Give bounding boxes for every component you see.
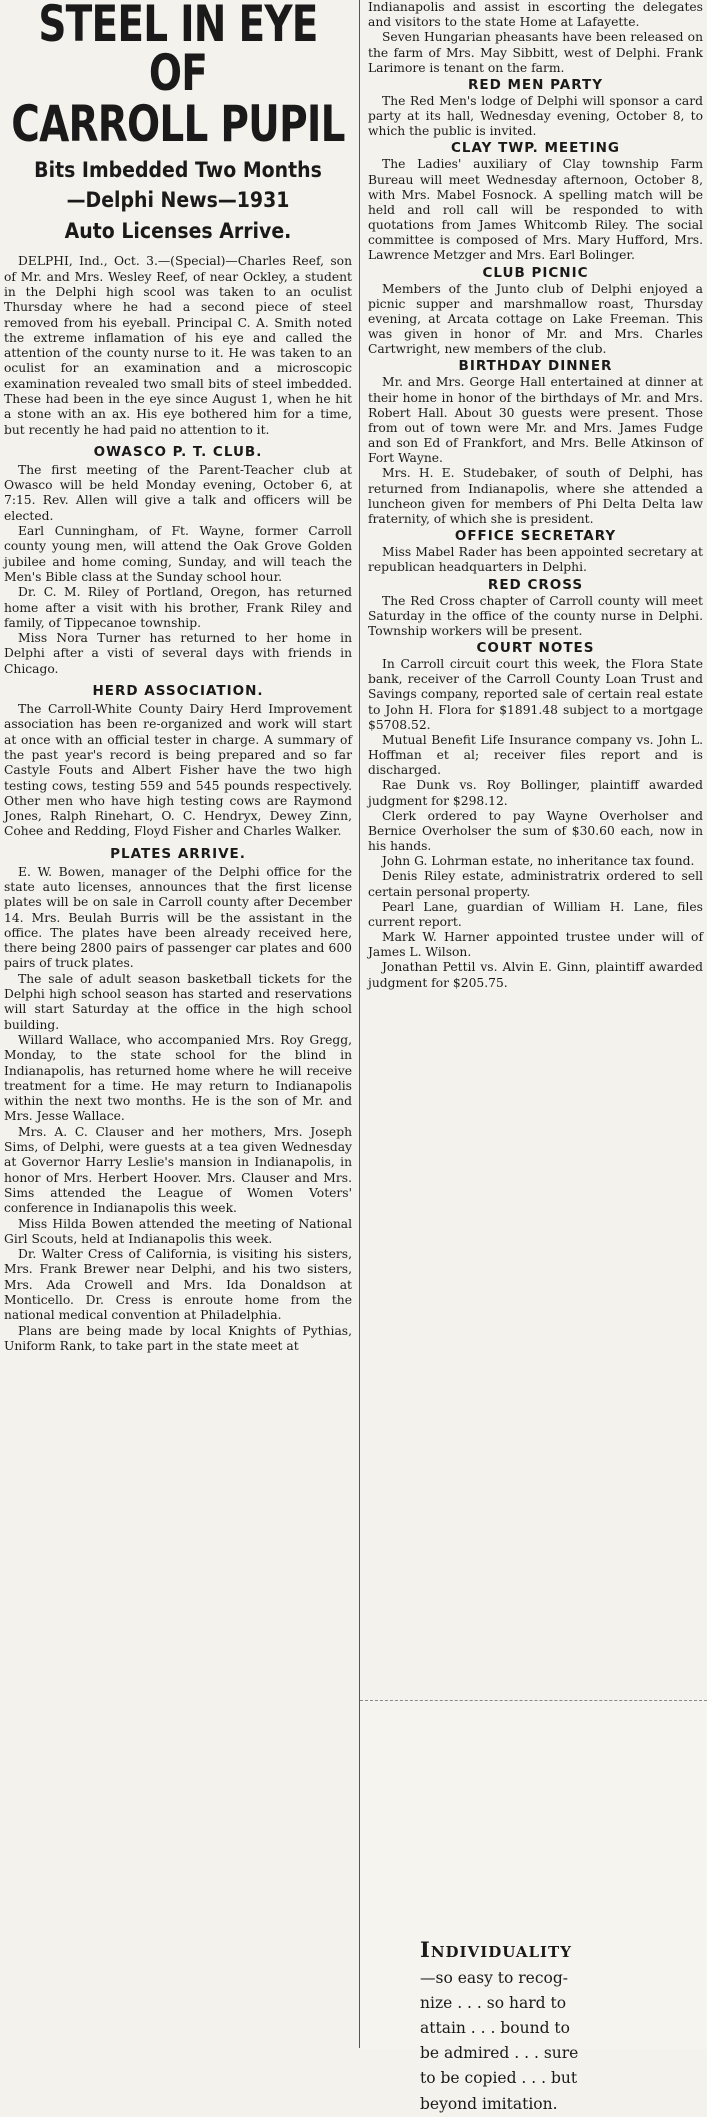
redmen-heading: RED MEN PARTY xyxy=(467,76,604,93)
redcross-heading: RED CROSS xyxy=(487,576,584,593)
clay-text: The Ladies' auxiliary of Clay township Farm Bureau will meet Wednesday afternoon, October 8, with Mrs. Mabel Fosnock. A spelling match will be held and roll call will be responded to with quotations from James Whitcomb Riley. The social committee is composed of Mrs. Mary Hufford, Mrs. Lawrence Metzger and Mrs. Earl Bolinger. xyxy=(368,157,703,263)
hilda-bowen-text: Miss Hilda Bowen attended the meeting of National Girl Scouts, held at Indianapolis this week. xyxy=(4,1216,352,1246)
basketball-text: The sale of adult season basketball tickets for the Delphi high school season has started and reservations will start Saturday at the office in the high school building. xyxy=(4,971,352,1032)
wallace-text: Willard Wallace, who accompanied Mrs. Roy Gregg, Monday, to the state school for the blind in Indianapolis, has returned home where he will receive treatment for a time. He may return to Indianapolis within the next two months. He is the son of Mr. and Mrs. Jesse Wallace. xyxy=(4,1032,352,1124)
owasco-heading: OWASCO P. T. CLUB. xyxy=(93,443,263,460)
clay-heading: CLAY TWP. MEETING xyxy=(451,140,620,157)
headline-line-1: STEEL IN EYE OF xyxy=(38,0,318,102)
ad-title: Individuality xyxy=(420,1937,572,1962)
plates-heading: PLATES ARRIVE. xyxy=(110,845,246,862)
ad-line-3: attain . . . bound to xyxy=(420,2019,570,2038)
studebaker-text: Mrs. H. E. Studebaker, of south of Delphi, has returned from Indianapolis, where she attended a luncheon given for members of Phi Delta Delta law fraternity, of which she is president. xyxy=(368,466,703,526)
clauser-text: Mrs. A. C. Clauser and her mothers, Mrs. Joseph Sims, of Delphi, were guests at a tea given Wednesday at Governor Harry Leslie's mansion in Indianapolis, in honor of Mrs. Herbert Hoover. Mrs. Clauser and Mrs. Sims attended the League of Women Voters' conference in Indianapolis this week. xyxy=(4,1124,352,1216)
pearl-lane-text: Pearl Lane, guardian of William H. Lane, files current report. xyxy=(368,899,703,929)
mutual-text: Mutual Benefit Life Insurance company vs. John L. Hoffman et al; receiver files report and is discharged. xyxy=(368,732,703,778)
office-text: Miss Mabel Rader has been appointed secretary at republican headquarters in Delphi. xyxy=(368,545,703,575)
ad-line-2: nize . . . so hard to xyxy=(420,1994,567,2013)
subhead-line-3: Auto Licenses Arrive. xyxy=(64,218,292,243)
pythias-text: Plans are being made by local Knights of Pythias, Uniform Rank, to take part in the state meet at xyxy=(4,1323,352,1353)
ad-line-5: to be copied . . . but xyxy=(420,2069,578,2088)
ad-line-1: —so easy to recog- xyxy=(420,1969,569,1987)
herd-heading: HERD ASSOCIATION. xyxy=(92,683,264,700)
redcross-text: The Red Cross chapter of Carroll county will meet Saturday in the office of the county nurse in Delphi. Township workers will be present. xyxy=(368,593,703,638)
advertisement-copy xyxy=(420,1937,700,2117)
harner-text: Mark W. Harner appointed trustee under will of James L. Wilson. xyxy=(368,930,703,960)
subhead-line-2: —Delphi News—1931 xyxy=(66,188,290,213)
picnic-text: Members of the Junto club of Delphi enjoyed a picnic supper and marshmallow roast, Thursday evening, at Arcata cottage on Lake Freeman. This was given in honor of Mr. and Mrs. Charles Cartwright, new members of the club. xyxy=(368,281,703,357)
turner-text: Miss Nora Turner has returned to her home in Delphi after a visti of several days with friends in Chicago. xyxy=(4,631,352,676)
court-heading: COURT NOTES xyxy=(476,640,595,657)
left-column xyxy=(0,0,358,2048)
cunningham-text: Earl Cunningham, of Ft. Wayne, former Carroll county young men, will attend the Oak Grove Golden jubilee and home coming, Sunday, and will teach the Men's Bible class at the Sunday school hour. xyxy=(4,524,352,584)
advertisement xyxy=(360,1700,707,2113)
clerk-text: Clerk ordered to pay Wayne Overholser and Bernice Overholser the sum of $30.60 each, now in his hands. xyxy=(368,808,703,854)
dunk-text: Rae Dunk vs. Roy Bollinger, plaintiff awarded judgment for $298.12. xyxy=(368,778,703,808)
ad-line-6: beyond imitation. xyxy=(420,2094,558,2113)
redmen-text: The Red Men's lodge of Delphi will sponsor a card party at its hall, Wednesday evening, October 8, to which the public is invited. xyxy=(368,93,703,139)
denis-riley-text: Denis Riley estate, administratrix ordered to sell certain personal property. xyxy=(368,869,703,899)
story-lead: DELPHI, Ind., Oct. 3.—(Special)—Charles Reef, son of Mr. and Mrs. Wesley Reef, of near Ockley, a student in the Delphi high scool was taken to an oculist Thursday where he had a second piece of steel removed from his eyeball. Principal C. A. Smith noted the extreme inflamation of his eye and called the attention of the county nurse to it. He was taken to an oculist for an examination and a microscopic examination revealed two small bits of steel imbedded. These had been in the eye since August 1, when he hit a stone with an ax. His eye bothered him for a time, but recently he had paid no attention to it. xyxy=(4,254,352,437)
plates-text: E. W. Bowen, manager of the Delphi office for the state auto licenses, announces that the first license plates will be on sale in Carroll county after December 14. Mrs. Beulah Burris will be the assistant in the office. The plates have been already received here, there being 2800 pairs of passenger car plates and 600 pairs of truck plates. xyxy=(4,864,352,971)
birthday-text: Mr. and Mrs. George Hall entertained at dinner at their home in honor of the birthdays of Mr. and Mrs. Robert Hall. About 30 guests were present. Those from out of town were Mr. and Mrs. James Fudge and son Ed of Frankfort, and Mrs. Belle Atkinson of Fort Wayne. xyxy=(368,375,703,466)
subhead-line-1: Bits Imbedded Two Months xyxy=(34,158,322,182)
herd-text: The Carroll-White County Dairy Herd Improvement association has been re-organized and work will start at once with an official tester in charge. A summary of the past year's record is being prepared and so far Castyle Fouts and Albert Fisher have the two high testing cows, testing 559 and 545 pounds respectively. Other men who have high testing cows are Raymond Jones, Ralph Rinehart, O. C. Hendryx, Dewey Zinn, Cohee and Redding, Floyd Fisher and Charles Walker. xyxy=(4,702,352,839)
pheasants-text: Seven Hungarian pheasants have been released on the farm of Mrs. May Sibbitt, west of Delphi. Frank Larimore is tenant on the farm. xyxy=(368,30,703,75)
lohrman-text: John G. Lohrman estate, no inheritance tax found. xyxy=(382,854,695,869)
cress-text: Dr. Walter Cress of California, is visiting his sisters, Mrs. Frank Brewer near Delphi, and his two sisters, Mrs. Ada Crowell and Mrs. Ida Donaldson at Monticello. Dr. Cress is enroute home from the national medical convention at Philadelphia. xyxy=(4,1247,352,1323)
riley-text: Dr. C. M. Riley of Portland, Oregon, has returned home after a visit with his brother, Frank Riley and family, of Tippecanoe township. xyxy=(4,585,352,630)
picnic-heading: CLUB PICNIC xyxy=(482,264,589,281)
headline-line-2: CARROLL PUPIL xyxy=(11,95,345,153)
continued-text: Indianapolis and assist in escorting the delegates and visitors to the state Home at Lafayette. xyxy=(368,0,703,30)
court-text: In Carroll circuit court this week, the Flora State bank, receiver of the Carroll County Loan Trust and Savings company, reported sale of certain real estate to John H. Flora for $1891.48 subject to a mortgage $5708.52. xyxy=(368,657,703,732)
pettil-text: Jonathan Pettil vs. Alvin E. Ginn, plaintiff awarded judgment for $205.75. xyxy=(368,960,703,990)
birthday-heading: BIRTHDAY DINNER xyxy=(458,358,613,375)
right-column xyxy=(360,0,707,1700)
owasco-text: The first meeting of the Parent-Teacher club at Owasco will be held Monday evening, October 6, at 7:15. Rev. Allen will give a talk and officers will be elected. xyxy=(4,462,352,523)
ad-line-4: be admired . . . sure xyxy=(420,2044,579,2063)
office-heading: OFFICE SECRETARY xyxy=(454,528,617,545)
